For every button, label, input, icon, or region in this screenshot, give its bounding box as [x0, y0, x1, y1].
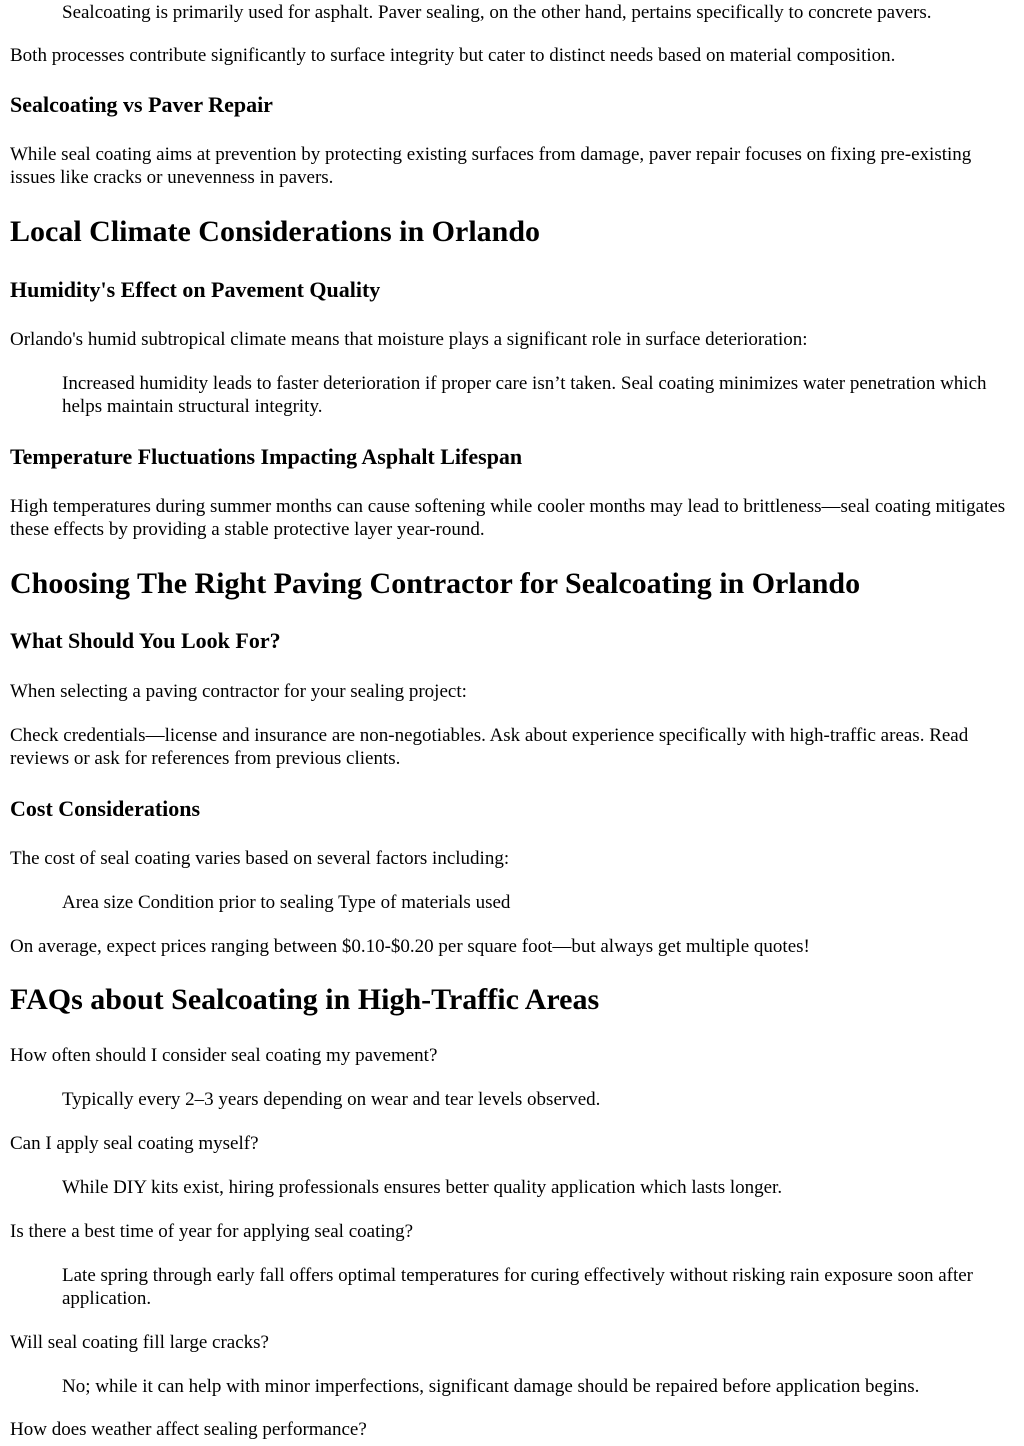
- heading-cost-considerations: Cost Considerations: [10, 796, 201, 821]
- faq-answer: While DIY kits exist, hiring professionals ensures better quality application which lasts longer.: [62, 1177, 783, 1198]
- paragraph-sealcoating-vs-paver-sealing: Sealcoating is primarily used for asphalt. Paver sealing, on the other hand, pertains specifically to concrete pavers.: [62, 2, 932, 23]
- heading-humidity-effect: Humidity's Effect on Pavement Quality: [10, 277, 381, 302]
- heading-temperature-fluctuations: Temperature Fluctuations Impacting Asphalt Lifespan: [10, 444, 523, 469]
- blockquote-increased-humidity: Increased humidity leads to faster deterioration if proper care isn’t taken. Seal coating minimizes water penetration which helps maintain structural integrity.: [62, 373, 987, 417]
- faq-answer: Typically every 2–3 years depending on wear and tear levels observed.: [62, 1089, 601, 1110]
- paragraph-cost-factors: The cost of seal coating varies based on several factors including:: [10, 848, 510, 869]
- faq-question: How does weather affect sealing performance?: [10, 1419, 367, 1440]
- faq-question: Will seal coating fill large cracks?: [10, 1332, 269, 1353]
- faq-question: How often should I consider seal coating my pavement?: [10, 1045, 438, 1066]
- heading-what-to-look-for: What Should You Look For?: [10, 628, 281, 653]
- paragraph-check-credentials: Check credentials—license and insurance are non-negotiables. Ask about experience specifically with high-traffic areas. Read reviews or ask for references from previous clients.: [10, 725, 969, 769]
- paragraph-prevention-vs-repair: While seal coating aims at prevention by protecting existing surfaces from damage, paver repair focuses on fixing pre-existing issues like cracks or unevenness in pavers.: [10, 144, 972, 188]
- faq-answer: No; while it can help with minor imperfections, significant damage should be repaired before application begins.: [62, 1376, 920, 1397]
- paragraph-high-temperatures: High temperatures during summer months can cause softening while cooler months may lead to brittleness—seal coating mitigates these effects by providing a stable protective layer year-round.: [10, 496, 1006, 540]
- paragraph-humid-climate: Orlando's humid subtropical climate means that moisture plays a significant role in surface deterioration:: [10, 329, 808, 350]
- faq-question: Can I apply seal coating myself?: [10, 1133, 259, 1154]
- heading-sealcoating-vs-paver-repair: Sealcoating vs Paver Repair: [10, 92, 273, 117]
- heading-local-climate: Local Climate Considerations in Orlando: [10, 215, 541, 248]
- heading-choosing-contractor: Choosing The Right Paving Contractor for Sealcoating in Orlando: [10, 567, 861, 600]
- faq-answer: Late spring through early fall offers optimal temperatures for curing effectively without risking rain exposure soon after application.: [62, 1265, 974, 1309]
- paragraph-average-prices: On average, expect prices ranging between $0.10-$0.20 per square foot—but always get multiple quotes!: [10, 936, 810, 957]
- paragraph-selecting-contractor: When selecting a paving contractor for your sealing project:: [10, 681, 467, 702]
- faq-question: Is there a best time of year for applying seal coating?: [10, 1221, 414, 1242]
- paragraph-both-processes: Both processes contribute significantly to surface integrity but cater to distinct needs based on material composition.: [10, 45, 896, 66]
- heading-faqs: FAQs about Sealcoating in High-Traffic Areas: [10, 983, 600, 1016]
- blockquote-cost-factor-list: Area size Condition prior to sealing Type of materials used: [62, 892, 511, 913]
